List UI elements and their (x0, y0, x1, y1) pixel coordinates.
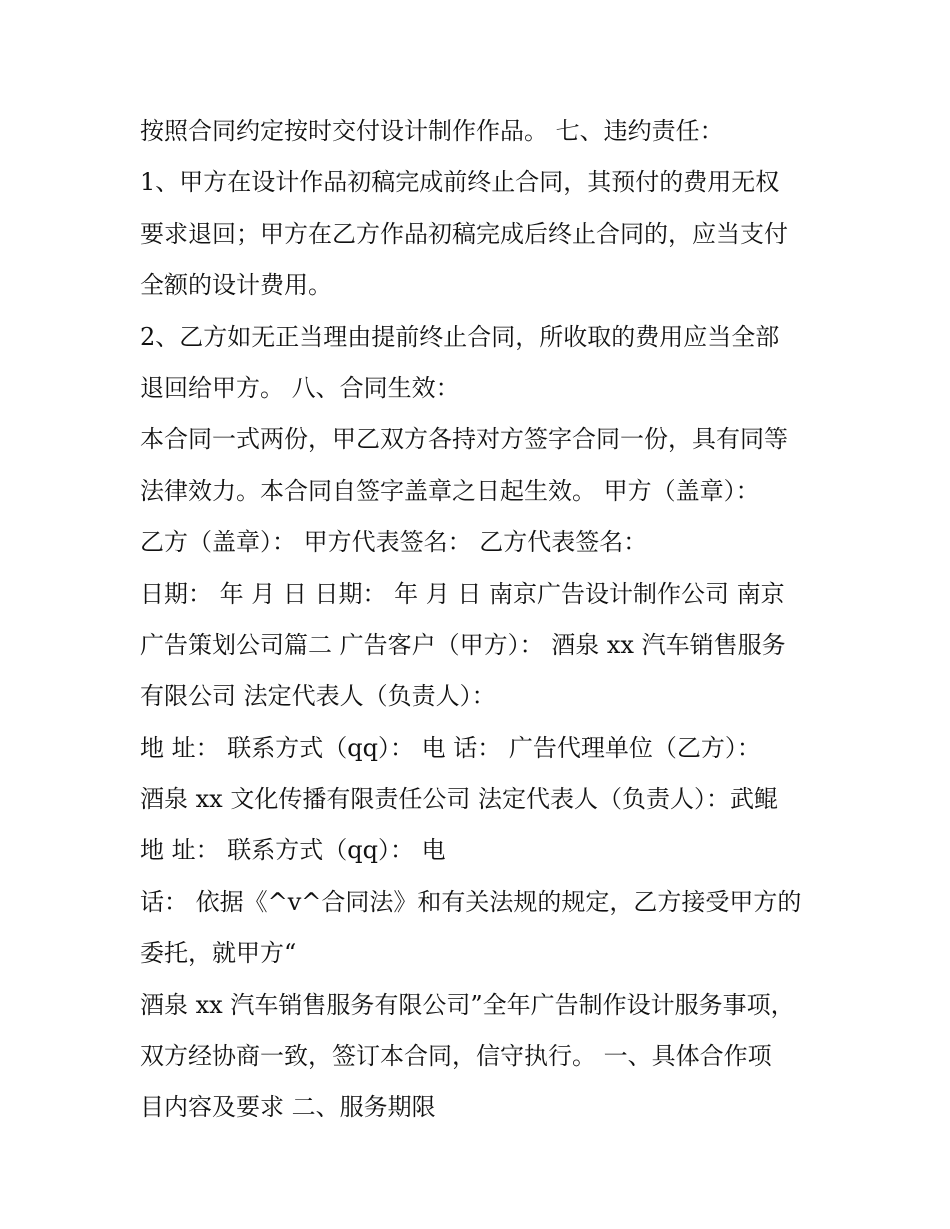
text-line-11: 广告策划公司篇二 广告客户（甲方）： 酒泉 xx 汽车销售服务 (140, 630, 786, 659)
text-line-5: 2、乙方如无正当理由提前终止合同，所收取的费用应当全部 (140, 322, 780, 351)
document-body (140, 106, 830, 1134)
text-line-15: 地 址： 联系方式（qq）： 电 (140, 836, 446, 865)
text-line-1: 按照合同约定按时交付设计制作作品。 七、违约责任： (140, 117, 724, 145)
text-line-20: 目内容及要求 二、服务期限 (140, 1093, 436, 1122)
text-line-4: 全额的设计费用。 (140, 271, 332, 300)
text-line-13: 地 址： 联系方式（qq）： 电 话： 广告代理单位（乙方）： (140, 733, 761, 762)
text-line-3: 要求退回；甲方在乙方作品初稿完成后终止合同的，应当支付 (140, 219, 788, 248)
text-line-6: 退回给甲方。 八、合同生效： (140, 373, 460, 402)
text-line-19: 双方经协商一致，签订本合同，信守执行。 一、具体合作项 (140, 1042, 772, 1071)
text-line-2: 1、甲方在设计作品初稿完成前终止合同，其预付的费用无权 (140, 168, 780, 197)
text-line-18: 酒泉 xx 汽车销售服务有限公司”全年广告制作设计服务事项， (140, 990, 795, 1019)
text-line-8: 法律效力。本合同自签字盖章之日起生效。 甲方（盖章）： (140, 476, 760, 505)
text-line-17: 委托，就甲方“ (140, 939, 297, 968)
text-line-7: 本合同一式两份，甲乙双方各持对方签字合同一份，具有同等 (140, 425, 788, 454)
text-line-14: 酒泉 xx 文化传播有限责任公司 法定代表人（负责人）：武鲲 (140, 785, 778, 814)
text-line-12: 有限公司 法定代表人（负责人）： (140, 682, 496, 711)
text-line-10: 日期： 年 月 日 日期： 年 月 日 南京广告设计制作公司 南京 (140, 579, 785, 608)
text-line-9: 乙方（盖章）： 甲方代表签名： 乙方代表签名： (140, 528, 648, 557)
text-line-16: 话： 依据《^v^合同法》和有关法规的规定，乙方接受甲方的 (140, 887, 802, 916)
